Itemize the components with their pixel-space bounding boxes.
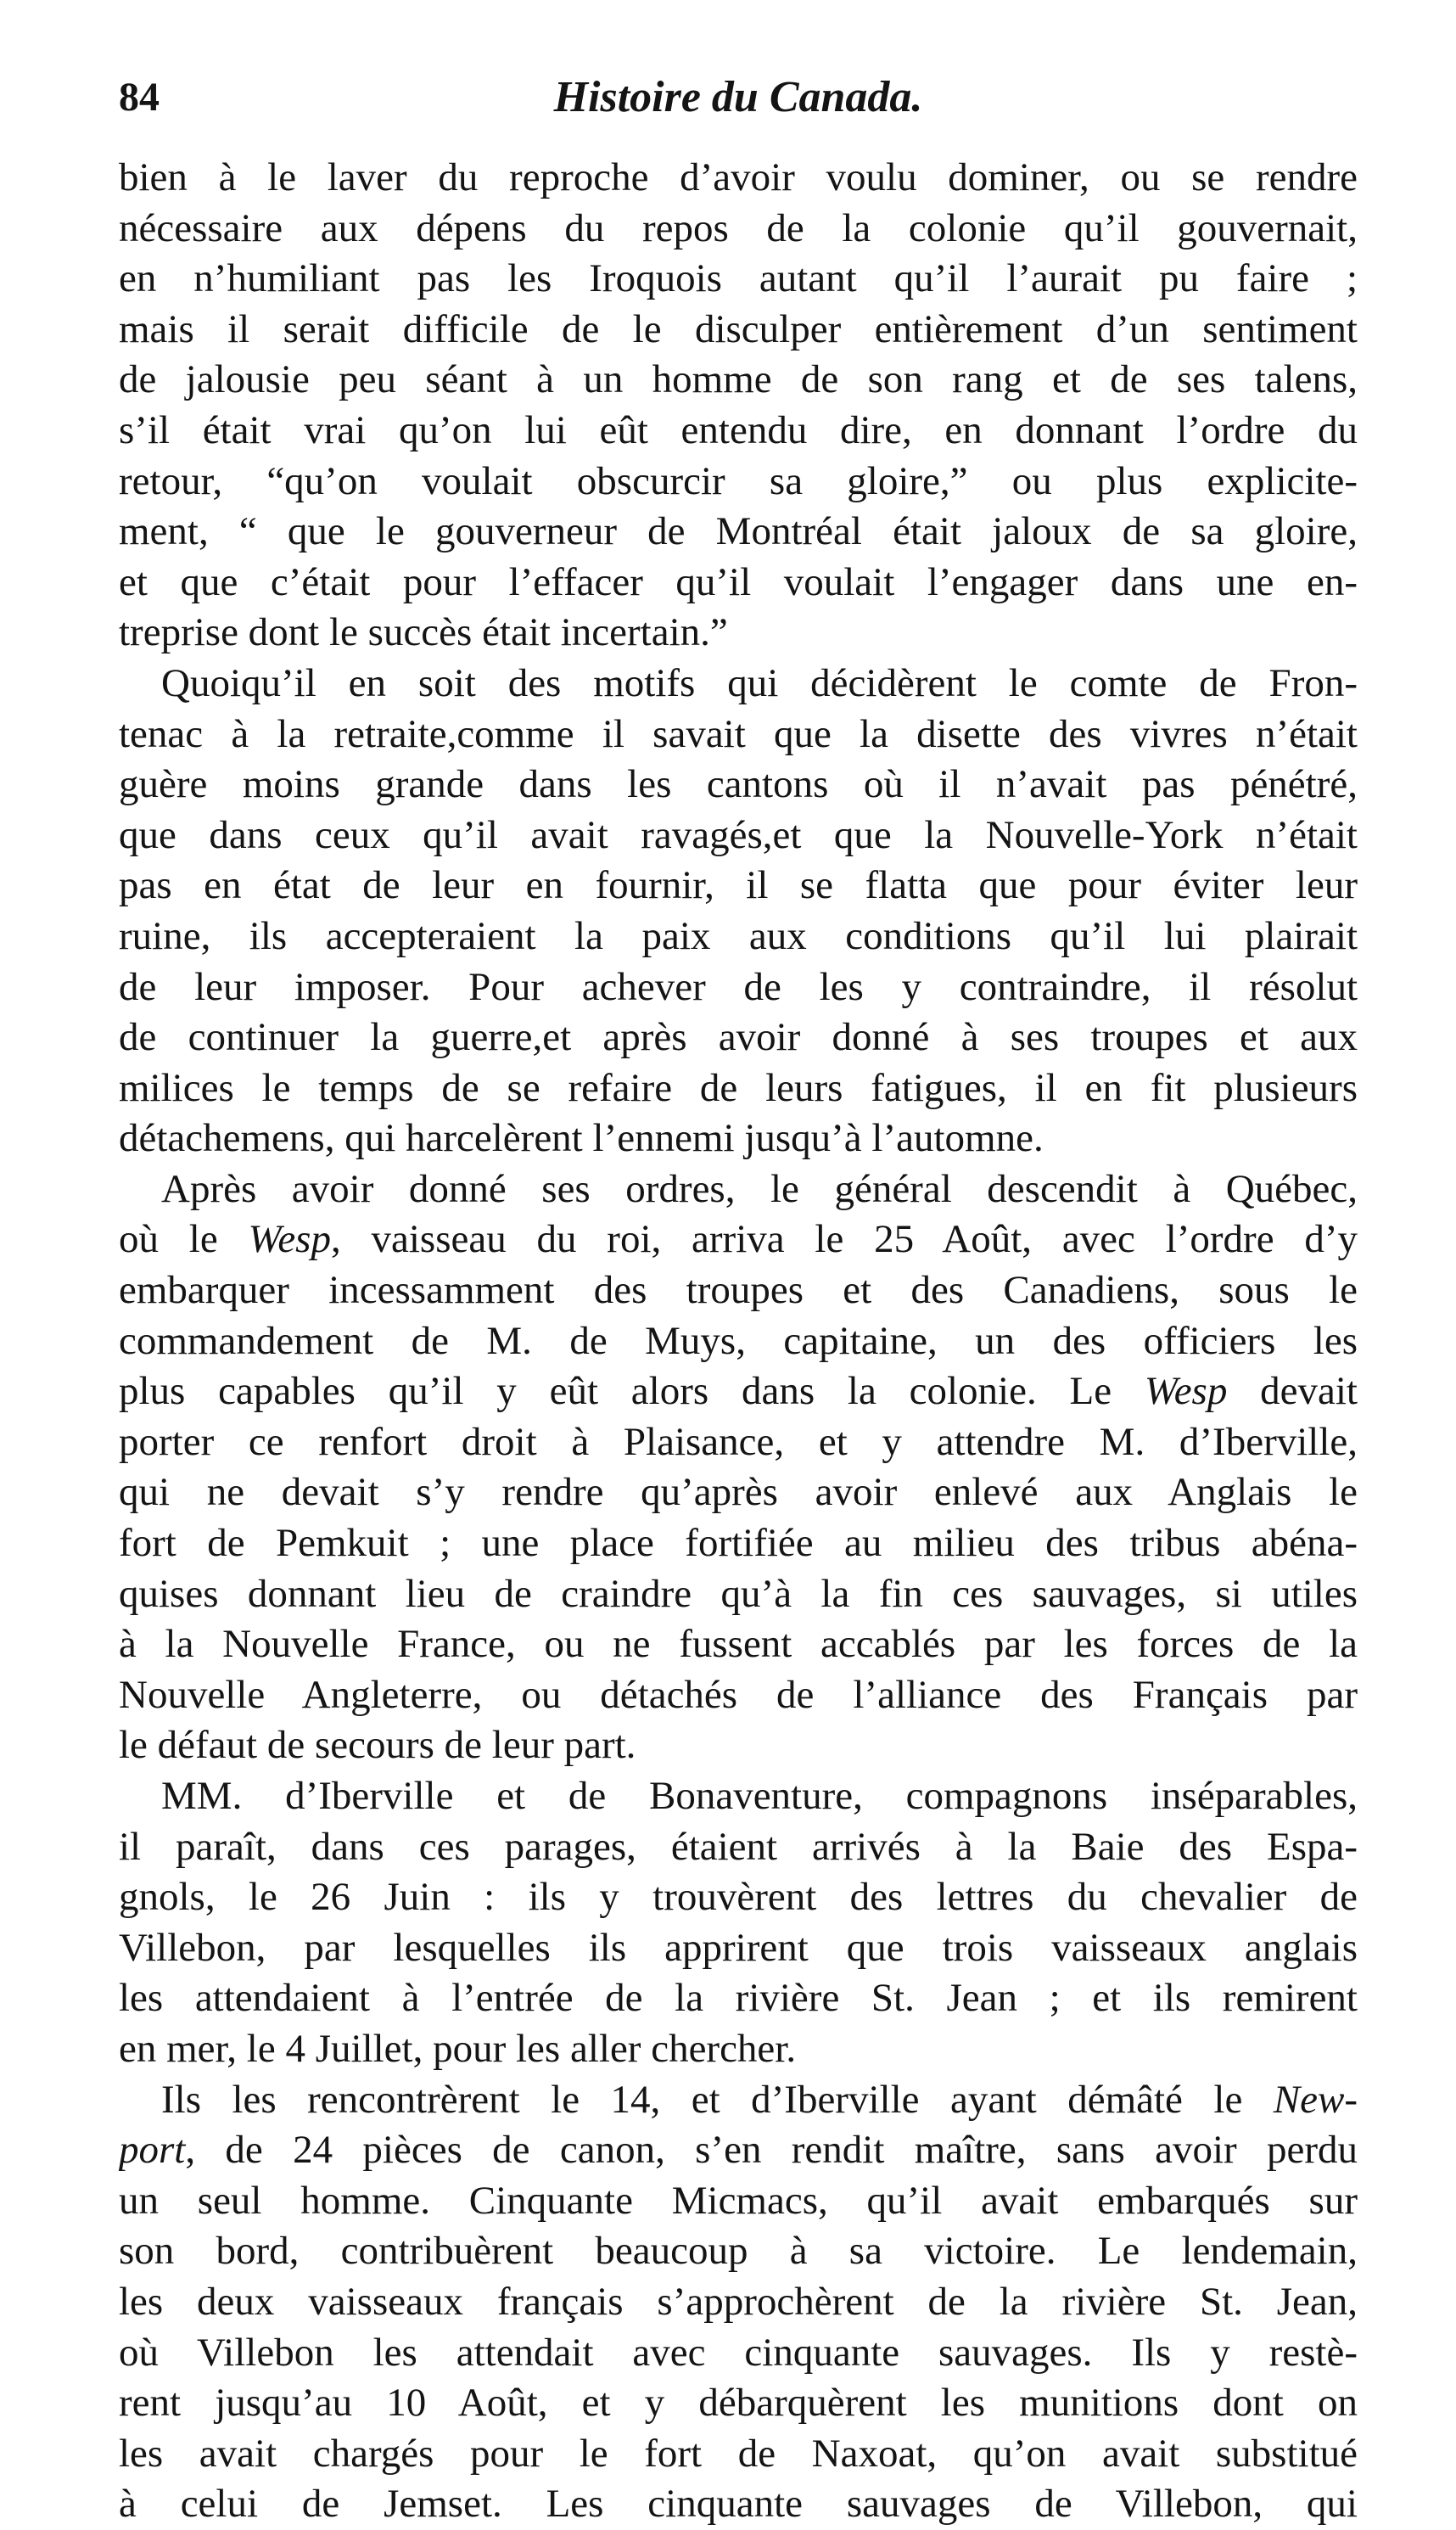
page-header: [119, 59, 1358, 136]
paragraph-start-line: Après avoir donné ses ordres, le général descendit à Québec,: [161, 1166, 1358, 1211]
paragraph-start-line: Quoiqu’il en soit des motifs qui décidèrent le comte de Fron-: [161, 660, 1358, 705]
text-line: rent jusqu’au 10 Août, et y débarquèrent les munitions dont on: [119, 2381, 1358, 2426]
text-line: en mer, le 4 Juillet, pour les aller chercher.: [119, 2026, 797, 2071]
text-line: gnols, le 26 Juin : ils y trouvèrent des lettres du chevalier de: [119, 1875, 1358, 1920]
text-line: embarquer incessamment des troupes et des Canadiens, sous le: [119, 1268, 1358, 1313]
text-line: plus capables qu’il y eût alors dans la colonie. Le Wesp devait: [119, 1369, 1358, 1414]
text-line: un seul homme. Cinquante Micmacs, qu’il avait embarqués sur: [119, 2178, 1358, 2223]
text-line: à celui de Jemset. Les cinquante sauvages de Villebon, qui: [119, 2482, 1358, 2527]
text-line: milices le temps de se refaire de leurs fatigues, il en fit plusieurs: [119, 1065, 1358, 1110]
text-line: le défaut de secours de leur part.: [119, 1723, 636, 1768]
text-line: de continuer la guerre,et après avoir donné à ses troupes et aux: [119, 1015, 1358, 1060]
text-line: treprise dont le succès était incertain.”: [119, 610, 728, 655]
text-line: à la Nouvelle France, ou ne fussent accablés par les forces de la: [119, 1622, 1358, 1667]
text-line: les attendaient à l’entrée de la rivière St. Jean ; et ils remirent: [119, 1976, 1358, 2021]
text-line: porter ce renfort droit à Plaisance, et y attendre M. d’Iberville,: [119, 1419, 1358, 1464]
text-line: mais il serait difficile de le disculper entièrement d’un sentiment: [119, 306, 1358, 351]
text-line: qui ne devait s’y rendre qu’après avoir enlevé aux Anglais le: [119, 1470, 1358, 1515]
text-line: quises donnant lieu de craindre qu’à la fin ces sauvages, si utiles: [119, 1571, 1358, 1616]
text-line: pas en état de leur en fournir, il se flatta que pour éviter leur: [119, 863, 1358, 908]
text-line: où Villebon les attendait avec cinquante sauvages. Ils y restè-: [119, 2330, 1358, 2375]
body-text: [119, 153, 1358, 2530]
text-line: retour, “qu’on voulait obscurcir sa gloire,” ou plus explicite-: [119, 458, 1358, 503]
text-line: où le Wesp, vaisseau du roi, arriva le 25 Août, avec l’ordre d’y: [119, 1217, 1358, 1262]
text-line: s’il était vrai qu’on lui eût entendu dire, en donnant l’ordre du: [119, 407, 1358, 452]
text-line: nécessaire aux dépens du repos de la colonie qu’il gouvernait,: [119, 205, 1358, 250]
text-line: port, de 24 pièces de canon, s’en rendit maître, sans avoir perdu: [119, 2128, 1358, 2173]
text-line: il paraît, dans ces parages, étaient arrivés à la Baie des Espa-: [119, 1824, 1358, 1869]
text-line: en n’humiliant pas les Iroquois autant qu’il l’aurait pu faire ;: [119, 256, 1358, 301]
text-line: son bord, contribuèrent beaucoup à sa victoire. Le lendemain,: [119, 2229, 1358, 2274]
text-line: tenac à la retraite,comme il savait que la disette des vivres n’était: [119, 711, 1358, 756]
text-line: les avait chargés pour le fort de Naxoat, qu’on avait substitué: [119, 2431, 1358, 2476]
text-line: commandement de M. de Muys, capitaine, un des officiers les: [119, 1318, 1358, 1363]
text-line: que dans ceux qu’il avait ravagés,et que la Nouvelle-York n’était: [119, 812, 1358, 857]
text-line: fort de Pemkuit ; une place fortifiée au milieu des tribus abéna-: [119, 1521, 1358, 1566]
text-line: de leur imposer. Pour achever de les y contraindre, il résolut: [119, 964, 1358, 1009]
paragraph-start-line: Ils les rencontrèrent le 14, et d’Iberville ayant démâté le New-: [161, 2077, 1358, 2122]
text-line: guère moins grande dans les cantons où il n’avait pas pénétré,: [119, 762, 1358, 807]
text-line: détachemens, qui harcelèrent l’ennemi jusqu’à l’automne.: [119, 1116, 1044, 1161]
text-line: ment, “ que le gouverneur de Montréal était jaloux de sa gloire,: [119, 509, 1358, 554]
text-line: de jalousie peu séant à un homme de son rang et de ses talens,: [119, 357, 1358, 402]
text-line: ruine, ils accepteraient la paix aux conditions qu’il lui plairait: [119, 913, 1358, 958]
text-line: Nouvelle Angleterre, ou détachés de l’alliance des Français par: [119, 1672, 1358, 1717]
text-line: Villebon, par lesquelles ils apprirent que trois vaisseaux anglais: [119, 1925, 1358, 1970]
text-line: les deux vaisseaux français s’approchèrent de la rivière St. Jean,: [119, 2279, 1358, 2324]
page-number: 84: [119, 75, 160, 120]
running-title: Histoire du Canada.: [553, 73, 923, 121]
text-line: et que c’était pour l’effacer qu’il voulait l’engager dans une en-: [119, 559, 1358, 604]
paragraph-start-line: MM. d’Iberville et de Bonaventure, compagnons inséparables,: [161, 1774, 1358, 1818]
text-line: bien à le laver du reproche d’avoir voulu dominer, ou se rendre: [119, 155, 1358, 199]
